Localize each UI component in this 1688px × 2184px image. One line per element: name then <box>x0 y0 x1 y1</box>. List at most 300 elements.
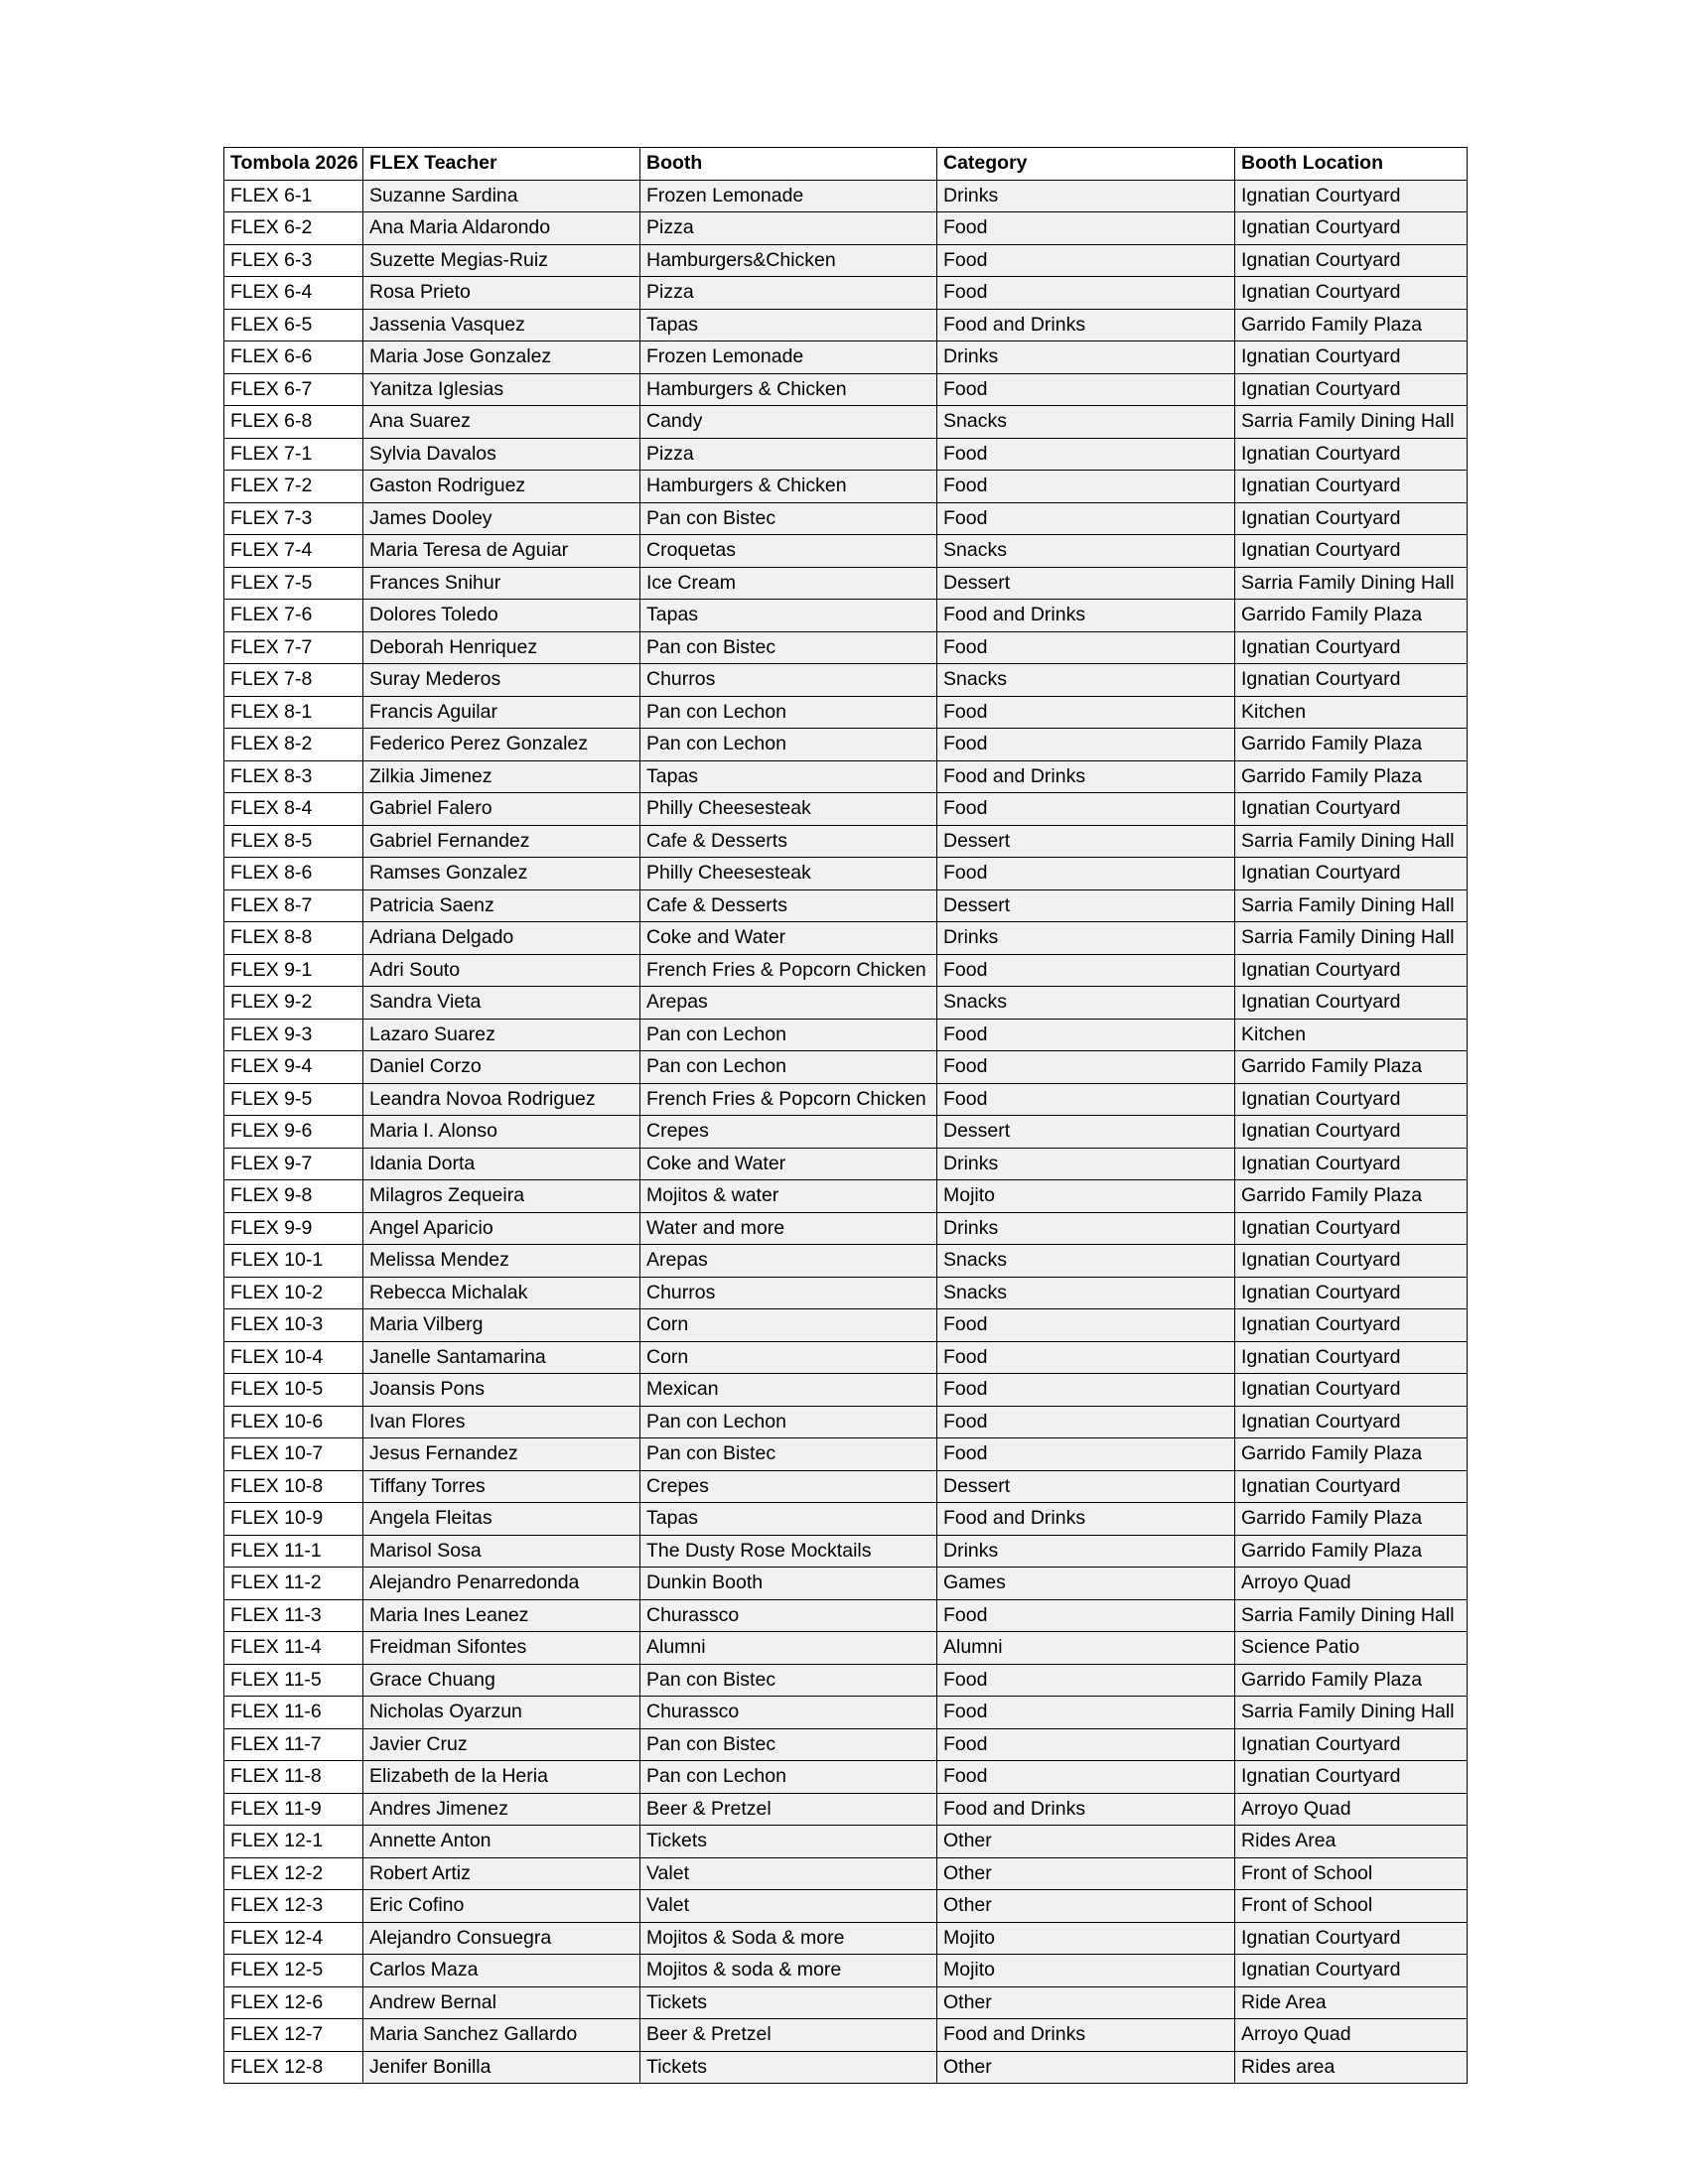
teacher-cell: Sandra Vieta <box>363 987 640 1020</box>
category-cell: Food <box>937 696 1235 729</box>
teacher-cell: Jesus Fernandez <box>363 1438 640 1471</box>
booth-cell: Dunkin Booth <box>640 1568 937 1600</box>
teacher-cell: Ramses Gonzalez <box>363 858 640 890</box>
flex-code-cell: FLEX 9-4 <box>224 1051 363 1084</box>
teacher-cell: Maria Jose Gonzalez <box>363 341 640 374</box>
booth-cell: Churassco <box>640 1697 937 1729</box>
teacher-cell: Maria I. Alonso <box>363 1116 640 1149</box>
booth-cell: Philly Cheesesteak <box>640 858 937 890</box>
table-row <box>224 1503 1468 1536</box>
category-cell: Other <box>937 1826 1235 1858</box>
category-cell: Snacks <box>937 664 1235 697</box>
booth-cell: Mojitos & Soda & more <box>640 1922 937 1955</box>
table-row <box>224 502 1468 535</box>
location-cell: Ignatian Courtyard <box>1235 1277 1468 1309</box>
location-cell: Ignatian Courtyard <box>1235 1212 1468 1245</box>
teacher-cell: Milagros Zequeira <box>363 1180 640 1213</box>
booth-cell: Valet <box>640 1857 937 1890</box>
category-cell: Snacks <box>937 535 1235 568</box>
category-cell: Food <box>937 1083 1235 1116</box>
category-cell: Food <box>937 1728 1235 1761</box>
booth-cell: Ice Cream <box>640 567 937 600</box>
flex-code-cell: FLEX 11-8 <box>224 1761 363 1794</box>
location-cell: Ignatian Courtyard <box>1235 1245 1468 1278</box>
category-cell: Drinks <box>937 341 1235 374</box>
flex-code-cell: FLEX 11-1 <box>224 1535 363 1568</box>
location-cell: Garrido Family Plaza <box>1235 760 1468 793</box>
location-cell: Garrido Family Plaza <box>1235 1438 1468 1471</box>
table-row <box>224 1697 1468 1729</box>
teacher-cell: Gabriel Fernandez <box>363 825 640 858</box>
booth-cell: Pizza <box>640 277 937 310</box>
table-row <box>224 341 1468 374</box>
booth-cell: Corn <box>640 1341 937 1374</box>
category-cell: Drinks <box>937 180 1235 212</box>
teacher-cell: Suray Mederos <box>363 664 640 697</box>
category-cell: Dessert <box>937 889 1235 922</box>
teacher-cell: Rebecca Michalak <box>363 1277 640 1309</box>
booth-cell: Valet <box>640 1890 937 1923</box>
teacher-cell: Lazaro Suarez <box>363 1019 640 1051</box>
booth-cell: Corn <box>640 1309 937 1342</box>
location-cell: Garrido Family Plaza <box>1235 1535 1468 1568</box>
booth-cell: Tapas <box>640 309 937 341</box>
category-cell: Food <box>937 1664 1235 1697</box>
category-cell: Food <box>937 1406 1235 1438</box>
booth-cell: Croquetas <box>640 535 937 568</box>
table-row <box>224 600 1468 632</box>
teacher-cell: Suzanne Sardina <box>363 180 640 212</box>
booth-cell: Mojitos & water <box>640 1180 937 1213</box>
category-cell: Mojito <box>937 1955 1235 1987</box>
table-row <box>224 2019 1468 2052</box>
teacher-cell: Freidman Sifontes <box>363 1632 640 1665</box>
flex-code-cell: FLEX 8-1 <box>224 696 363 729</box>
category-cell: Other <box>937 2051 1235 2084</box>
flex-code-cell: FLEX 12-5 <box>224 1955 363 1987</box>
location-cell: Garrido Family Plaza <box>1235 600 1468 632</box>
table-row <box>224 1599 1468 1632</box>
booth-cell: Pan con Lechon <box>640 1019 937 1051</box>
booth-cell: Hamburgers & Chicken <box>640 373 937 406</box>
category-cell: Snacks <box>937 987 1235 1020</box>
table-row <box>224 1664 1468 1697</box>
teacher-cell: Robert Artiz <box>363 1857 640 1890</box>
flex-code-cell: FLEX 6-4 <box>224 277 363 310</box>
booth-cell: Hamburgers & Chicken <box>640 471 937 503</box>
teacher-cell: Elizabeth de la Heria <box>363 1761 640 1794</box>
location-cell: Rides area <box>1235 2051 1468 2084</box>
teacher-cell: Grace Chuang <box>363 1664 640 1697</box>
flex-code-cell: FLEX 8-7 <box>224 889 363 922</box>
booth-cell: Coke and Water <box>640 922 937 955</box>
booth-cell: Tapas <box>640 600 937 632</box>
table-row <box>224 1148 1468 1180</box>
teacher-cell: Daniel Corzo <box>363 1051 640 1084</box>
flex-code-cell: FLEX 9-9 <box>224 1212 363 1245</box>
category-cell: Food <box>937 1374 1235 1407</box>
booth-cell: Mexican <box>640 1374 937 1407</box>
location-cell: Ignatian Courtyard <box>1235 180 1468 212</box>
flex-code-cell: FLEX 10-9 <box>224 1503 363 1536</box>
teacher-cell: Jassenia Vasquez <box>363 309 640 341</box>
booth-cell: Churros <box>640 1277 937 1309</box>
booth-cell: Philly Cheesesteak <box>640 793 937 826</box>
flex-code-cell: FLEX 8-4 <box>224 793 363 826</box>
location-cell: Ignatian Courtyard <box>1235 244 1468 277</box>
table-row <box>224 1212 1468 1245</box>
flex-code-cell: FLEX 7-7 <box>224 631 363 664</box>
teacher-cell: Federico Perez Gonzalez <box>363 729 640 761</box>
table-row <box>224 471 1468 503</box>
flex-code-cell: FLEX 10-6 <box>224 1406 363 1438</box>
location-cell: Ignatian Courtyard <box>1235 1470 1468 1503</box>
location-cell: Ignatian Courtyard <box>1235 502 1468 535</box>
teacher-cell: Suzette Megias-Ruiz <box>363 244 640 277</box>
flex-code-cell: FLEX 11-4 <box>224 1632 363 1665</box>
location-cell: Garrido Family Plaza <box>1235 1051 1468 1084</box>
location-cell: Garrido Family Plaza <box>1235 1664 1468 1697</box>
teacher-cell: Tiffany Torres <box>363 1470 640 1503</box>
table-row <box>224 1438 1468 1471</box>
table-row <box>224 1535 1468 1568</box>
category-cell: Other <box>937 1857 1235 1890</box>
table-row <box>224 438 1468 471</box>
table-row <box>224 1245 1468 1278</box>
flex-code-cell: FLEX 9-1 <box>224 954 363 987</box>
category-cell: Food and Drinks <box>937 1793 1235 1826</box>
flex-code-cell: FLEX 12-8 <box>224 2051 363 2084</box>
category-cell: Games <box>937 1568 1235 1600</box>
table-row <box>224 1277 1468 1309</box>
location-cell: Ignatian Courtyard <box>1235 277 1468 310</box>
category-cell: Food <box>937 1019 1235 1051</box>
category-cell: Food <box>937 212 1235 245</box>
table-row <box>224 729 1468 761</box>
category-cell: Food <box>937 858 1235 890</box>
location-cell: Sarria Family Dining Hall <box>1235 567 1468 600</box>
category-cell: Food and Drinks <box>937 2019 1235 2052</box>
table-row <box>224 1632 1468 1665</box>
table-row <box>224 1568 1468 1600</box>
flex-code-cell: FLEX 12-2 <box>224 1857 363 1890</box>
flex-code-cell: FLEX 10-7 <box>224 1438 363 1471</box>
category-cell: Food and Drinks <box>937 309 1235 341</box>
location-cell: Ignatian Courtyard <box>1235 631 1468 664</box>
location-cell: Ignatian Courtyard <box>1235 1116 1468 1149</box>
teacher-cell: Gaston Rodriguez <box>363 471 640 503</box>
table-row <box>224 1051 1468 1084</box>
teacher-cell: Melissa Mendez <box>363 1245 640 1278</box>
location-cell: Ignatian Courtyard <box>1235 858 1468 890</box>
category-cell: Dessert <box>937 567 1235 600</box>
flex-code-cell: FLEX 12-3 <box>224 1890 363 1923</box>
flex-code-cell: FLEX 10-1 <box>224 1245 363 1278</box>
header-flex-teacher: FLEX Teacher <box>363 148 640 181</box>
table-row <box>224 825 1468 858</box>
flex-code-cell: FLEX 8-3 <box>224 760 363 793</box>
teacher-cell: Nicholas Oyarzun <box>363 1697 640 1729</box>
table-row <box>224 696 1468 729</box>
location-cell: Ignatian Courtyard <box>1235 1922 1468 1955</box>
table-row <box>224 889 1468 922</box>
location-cell: Ignatian Courtyard <box>1235 341 1468 374</box>
flex-code-cell: FLEX 9-3 <box>224 1019 363 1051</box>
category-cell: Dessert <box>937 1470 1235 1503</box>
teacher-cell: Angela Fleitas <box>363 1503 640 1536</box>
category-cell: Food <box>937 729 1235 761</box>
booth-cell: Tapas <box>640 760 937 793</box>
booth-cell: Cafe & Desserts <box>640 825 937 858</box>
teacher-cell: Janelle Santamarina <box>363 1341 640 1374</box>
table-row <box>224 760 1468 793</box>
table-row <box>224 1857 1468 1890</box>
category-cell: Food <box>937 631 1235 664</box>
teacher-cell: Sylvia Davalos <box>363 438 640 471</box>
flex-code-cell: FLEX 6-6 <box>224 341 363 374</box>
booth-cell: Arepas <box>640 987 937 1020</box>
table-row <box>224 987 1468 1020</box>
booth-cell: Alumni <box>640 1632 937 1665</box>
category-cell: Drinks <box>937 1535 1235 1568</box>
booth-cell: Tickets <box>640 1986 937 2019</box>
location-cell: Kitchen <box>1235 696 1468 729</box>
teacher-cell: Jenifer Bonilla <box>363 2051 640 2084</box>
booth-cell: Pan con Bistec <box>640 1438 937 1471</box>
table-row <box>224 309 1468 341</box>
header-tombola: Tombola 2026 <box>224 148 363 181</box>
header-booth-location: Booth Location <box>1235 148 1468 181</box>
category-cell: Mojito <box>937 1922 1235 1955</box>
table-row <box>224 244 1468 277</box>
teacher-cell: Yanitza Iglesias <box>363 373 640 406</box>
teacher-cell: Alejandro Consuegra <box>363 1922 640 1955</box>
flex-code-cell: FLEX 7-5 <box>224 567 363 600</box>
flex-code-cell: FLEX 6-1 <box>224 180 363 212</box>
table-row <box>224 1761 1468 1794</box>
category-cell: Other <box>937 1890 1235 1923</box>
table-row <box>224 1728 1468 1761</box>
category-cell: Food <box>937 277 1235 310</box>
booth-cell: Frozen Lemonade <box>640 341 937 374</box>
teacher-cell: Patricia Saenz <box>363 889 640 922</box>
location-cell: Front of School <box>1235 1890 1468 1923</box>
teacher-cell: Ivan Flores <box>363 1406 640 1438</box>
flex-code-cell: FLEX 7-4 <box>224 535 363 568</box>
location-cell: Sarria Family Dining Hall <box>1235 825 1468 858</box>
category-cell: Food <box>937 1051 1235 1084</box>
booth-cell: Pan con Lechon <box>640 1051 937 1084</box>
flex-code-cell: FLEX 11-7 <box>224 1728 363 1761</box>
table-row <box>224 858 1468 890</box>
teacher-cell: Carlos Maza <box>363 1955 640 1987</box>
flex-code-cell: FLEX 7-1 <box>224 438 363 471</box>
location-cell: Ignatian Courtyard <box>1235 1955 1468 1987</box>
category-cell: Other <box>937 1986 1235 2019</box>
table-row <box>224 1826 1468 1858</box>
category-cell: Food <box>937 438 1235 471</box>
flex-code-cell: FLEX 9-2 <box>224 987 363 1020</box>
flex-code-cell: FLEX 7-2 <box>224 471 363 503</box>
booth-cell: Pan con Bistec <box>640 1664 937 1697</box>
category-cell: Food and Drinks <box>937 1503 1235 1536</box>
teacher-cell: Maria Teresa de Aguiar <box>363 535 640 568</box>
booth-cell: Churassco <box>640 1599 937 1632</box>
category-cell: Food <box>937 1341 1235 1374</box>
booth-cell: Pan con Lechon <box>640 1761 937 1794</box>
header-category: Category <box>937 148 1235 181</box>
table-row <box>224 1309 1468 1342</box>
location-cell: Ignatian Courtyard <box>1235 1083 1468 1116</box>
category-cell: Food and Drinks <box>937 600 1235 632</box>
location-cell: Rides Area <box>1235 1826 1468 1858</box>
location-cell: Front of School <box>1235 1857 1468 1890</box>
teacher-cell: Alejandro Penarredonda <box>363 1568 640 1600</box>
location-cell: Ignatian Courtyard <box>1235 212 1468 245</box>
flex-code-cell: FLEX 11-3 <box>224 1599 363 1632</box>
table-row <box>224 1793 1468 1826</box>
booth-cell: Tickets <box>640 1826 937 1858</box>
booth-cell: Coke and Water <box>640 1148 937 1180</box>
flex-code-cell: FLEX 6-7 <box>224 373 363 406</box>
teacher-cell: Andres Jimenez <box>363 1793 640 1826</box>
location-cell: Sarria Family Dining Hall <box>1235 406 1468 439</box>
flex-code-cell: FLEX 10-8 <box>224 1470 363 1503</box>
flex-code-cell: FLEX 9-8 <box>224 1180 363 1213</box>
location-cell: Ignatian Courtyard <box>1235 1374 1468 1407</box>
table-row <box>224 664 1468 697</box>
location-cell: Garrido Family Plaza <box>1235 729 1468 761</box>
booth-cell: Cafe & Desserts <box>640 889 937 922</box>
table-row <box>224 1116 1468 1149</box>
location-cell: Arroyo Quad <box>1235 1793 1468 1826</box>
flex-code-cell: FLEX 11-6 <box>224 1697 363 1729</box>
table-row <box>224 1922 1468 1955</box>
teacher-cell: Joansis Pons <box>363 1374 640 1407</box>
category-cell: Dessert <box>937 825 1235 858</box>
flex-code-cell: FLEX 8-8 <box>224 922 363 955</box>
table-row <box>224 1341 1468 1374</box>
category-cell: Food <box>937 244 1235 277</box>
table-row <box>224 631 1468 664</box>
category-cell: Alumni <box>937 1632 1235 1665</box>
booth-cell: French Fries & Popcorn Chicken <box>640 954 937 987</box>
table-row <box>224 954 1468 987</box>
location-cell: Ignatian Courtyard <box>1235 1341 1468 1374</box>
location-cell: Ignatian Courtyard <box>1235 1406 1468 1438</box>
location-cell: Kitchen <box>1235 1019 1468 1051</box>
location-cell: Garrido Family Plaza <box>1235 309 1468 341</box>
location-cell: Ignatian Courtyard <box>1235 664 1468 697</box>
teacher-cell: Annette Anton <box>363 1826 640 1858</box>
booth-cell: Tapas <box>640 1503 937 1536</box>
booth-cell: Pizza <box>640 212 937 245</box>
flex-code-cell: FLEX 8-2 <box>224 729 363 761</box>
flex-code-cell: FLEX 7-3 <box>224 502 363 535</box>
category-cell: Food <box>937 954 1235 987</box>
teacher-cell: Angel Aparicio <box>363 1212 640 1245</box>
flex-code-cell: FLEX 12-6 <box>224 1986 363 2019</box>
flex-code-cell: FLEX 8-6 <box>224 858 363 890</box>
flex-code-cell: FLEX 10-4 <box>224 1341 363 1374</box>
table-header <box>224 148 1468 181</box>
category-cell: Food <box>937 1309 1235 1342</box>
teacher-cell: Dolores Toledo <box>363 600 640 632</box>
booth-cell: The Dusty Rose Mocktails <box>640 1535 937 1568</box>
table-row <box>224 1180 1468 1213</box>
teacher-cell: Gabriel Falero <box>363 793 640 826</box>
location-cell: Ignatian Courtyard <box>1235 1728 1468 1761</box>
table-row <box>224 567 1468 600</box>
booth-assignment-table <box>223 147 1468 2084</box>
flex-code-cell: FLEX 9-5 <box>224 1083 363 1116</box>
table-body <box>224 180 1468 2084</box>
location-cell: Sarria Family Dining Hall <box>1235 1697 1468 1729</box>
table-row <box>224 406 1468 439</box>
location-cell: Ignatian Courtyard <box>1235 373 1468 406</box>
booth-cell: Churros <box>640 664 937 697</box>
teacher-cell: Ana Maria Aldarondo <box>363 212 640 245</box>
teacher-cell: Deborah Henriquez <box>363 631 640 664</box>
booth-cell: Pan con Lechon <box>640 696 937 729</box>
flex-code-cell: FLEX 12-1 <box>224 1826 363 1858</box>
teacher-cell: Maria Ines Leanez <box>363 1599 640 1632</box>
flex-code-cell: FLEX 6-5 <box>224 309 363 341</box>
location-cell: Arroyo Quad <box>1235 2019 1468 2052</box>
booth-cell: Pan con Lechon <box>640 1406 937 1438</box>
category-cell: Food <box>937 793 1235 826</box>
booth-cell: Water and more <box>640 1212 937 1245</box>
teacher-cell: Adriana Delgado <box>363 922 640 955</box>
table-row <box>224 180 1468 212</box>
location-cell: Sarria Family Dining Hall <box>1235 889 1468 922</box>
flex-code-cell: FLEX 11-2 <box>224 1568 363 1600</box>
table-row <box>224 922 1468 955</box>
category-cell: Drinks <box>937 1148 1235 1180</box>
category-cell: Food and Drinks <box>937 760 1235 793</box>
location-cell: Garrido Family Plaza <box>1235 1180 1468 1213</box>
booth-cell: French Fries & Popcorn Chicken <box>640 1083 937 1116</box>
booth-cell: Candy <box>640 406 937 439</box>
category-cell: Drinks <box>937 922 1235 955</box>
flex-code-cell: FLEX 7-6 <box>224 600 363 632</box>
location-cell: Ignatian Courtyard <box>1235 438 1468 471</box>
teacher-cell: Maria Sanchez Gallardo <box>363 2019 640 2052</box>
flex-code-cell: FLEX 6-8 <box>224 406 363 439</box>
location-cell: Sarria Family Dining Hall <box>1235 1599 1468 1632</box>
booth-cell: Arepas <box>640 1245 937 1278</box>
category-cell: Drinks <box>937 1212 1235 1245</box>
location-cell: Ignatian Courtyard <box>1235 1761 1468 1794</box>
teacher-cell: Idania Dorta <box>363 1148 640 1180</box>
table-row <box>224 1406 1468 1438</box>
teacher-cell: James Dooley <box>363 502 640 535</box>
teacher-cell: Francis Aguilar <box>363 696 640 729</box>
teacher-cell: Rosa Prieto <box>363 277 640 310</box>
category-cell: Food <box>937 471 1235 503</box>
table-row <box>224 2051 1468 2084</box>
booth-cell: Mojitos & soda & more <box>640 1955 937 1987</box>
location-cell: Ignatian Courtyard <box>1235 535 1468 568</box>
category-cell: Snacks <box>937 1245 1235 1278</box>
teacher-cell: Maria Vilberg <box>363 1309 640 1342</box>
location-cell: Science Patio <box>1235 1632 1468 1665</box>
location-cell: Ignatian Courtyard <box>1235 1309 1468 1342</box>
teacher-cell: Javier Cruz <box>363 1728 640 1761</box>
category-cell: Food <box>937 502 1235 535</box>
teacher-cell: Marisol Sosa <box>363 1535 640 1568</box>
booth-cell: Pan con Bistec <box>640 502 937 535</box>
